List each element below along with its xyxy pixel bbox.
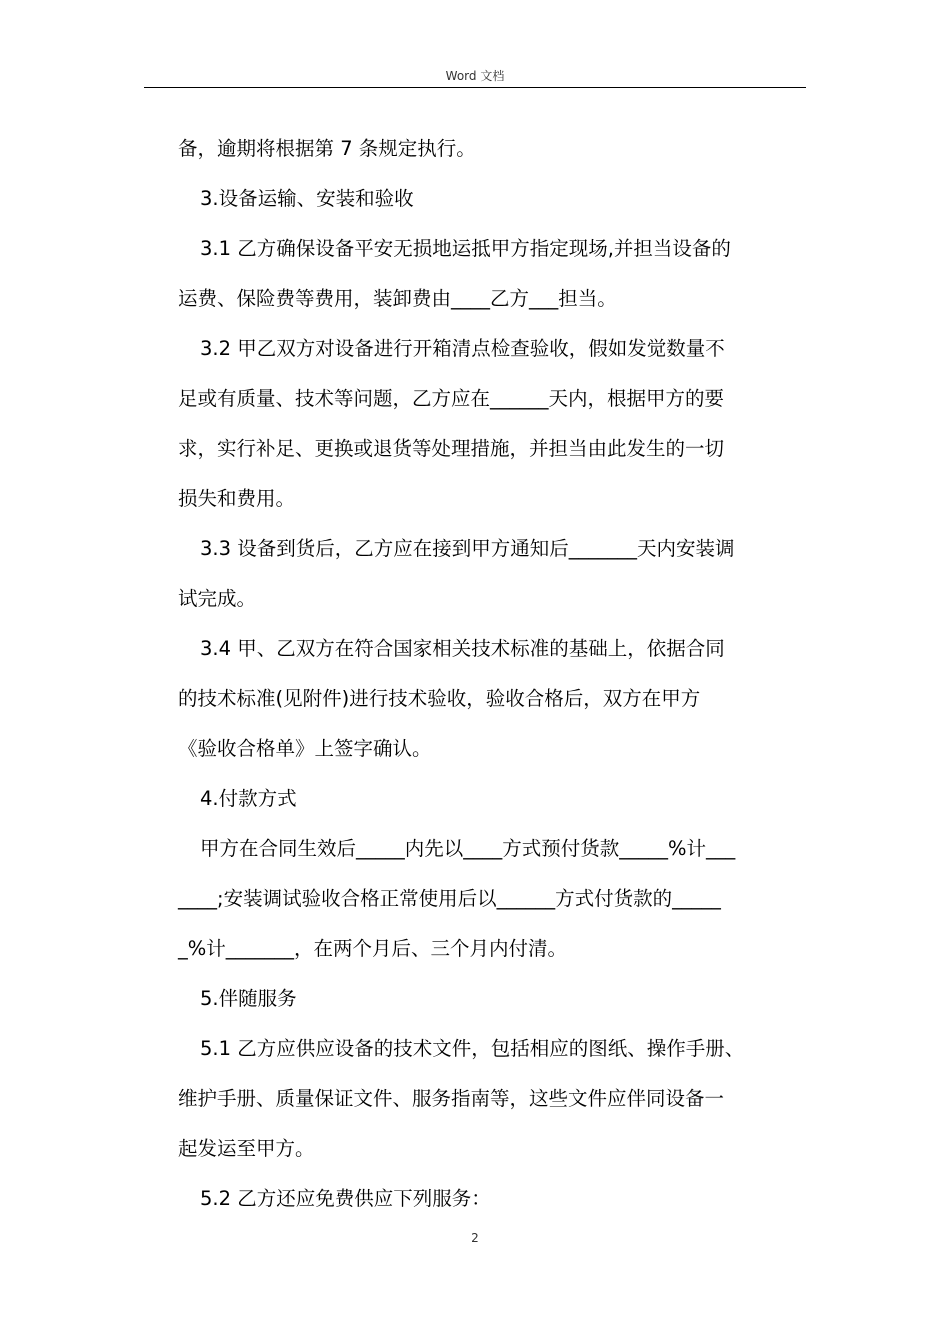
body-line: _%计_______，在两个月后、三个月内付清。 [178, 937, 568, 960]
body-line: 备，逾期将根据第 7 条规定执行。 [178, 137, 476, 160]
page-number: 2 [471, 1231, 479, 1245]
body-line: 试完成。 [178, 587, 257, 610]
document-body [178, 124, 806, 1224]
body-line: 足或有质量、技术等问题，乙方应在______天内，根据甲方的要 [178, 387, 725, 410]
body-line: 《验收合格单》上签字确认。 [178, 737, 432, 760]
header-rule [144, 87, 806, 88]
body-line: ____;安装调试验收合格正常使用后以______方式付货款的_____ [178, 887, 721, 910]
body-line: 3.1 乙方确保设备平安无损地运抵甲方指定现场,并担当设备的 [200, 237, 731, 260]
body-line: 求，实行补足、更换或退货等处理措施，并担当由此发生的一切 [178, 437, 725, 460]
body-line: 3.3 设备到货后，乙方应在接到甲方通知后_______天内安装调 [200, 537, 735, 560]
section-heading: 3.设备运输、安装和验收 [200, 187, 414, 210]
section-heading: 4.付款方式 [200, 787, 297, 810]
page-header: Word 文档 [445, 69, 505, 83]
body-line: 3.4 甲、乙双方在符合国家相关技术标准的基础上，依据合同 [200, 637, 725, 660]
body-line: 5.1 乙方应供应设备的技术文件，包括相应的图纸、操作手册、 [200, 1037, 745, 1060]
body-line: 运费、保险费等费用，装卸费由____乙方___担当。 [178, 287, 617, 310]
body-line: 维护手册、质量保证文件、服务指南等，这些文件应伴同设备一 [178, 1087, 725, 1110]
body-line: 损失和费用。 [178, 487, 296, 510]
section-heading: 5.伴随服务 [200, 987, 297, 1010]
body-line: 3.2 甲乙双方对设备进行开箱清点检查验收，假如发觉数量不 [200, 337, 725, 360]
body-line: 的技术标准(见附件)进行技术验收，验收合格后，双方在甲方 [178, 687, 701, 710]
body-line: 甲方在合同生效后_____内先以____方式预付货款_____%计___ [200, 837, 736, 860]
body-line: 5.2 乙方还应免费供应下列服务： [200, 1187, 491, 1210]
body-line: 起发运至甲方。 [178, 1137, 315, 1160]
